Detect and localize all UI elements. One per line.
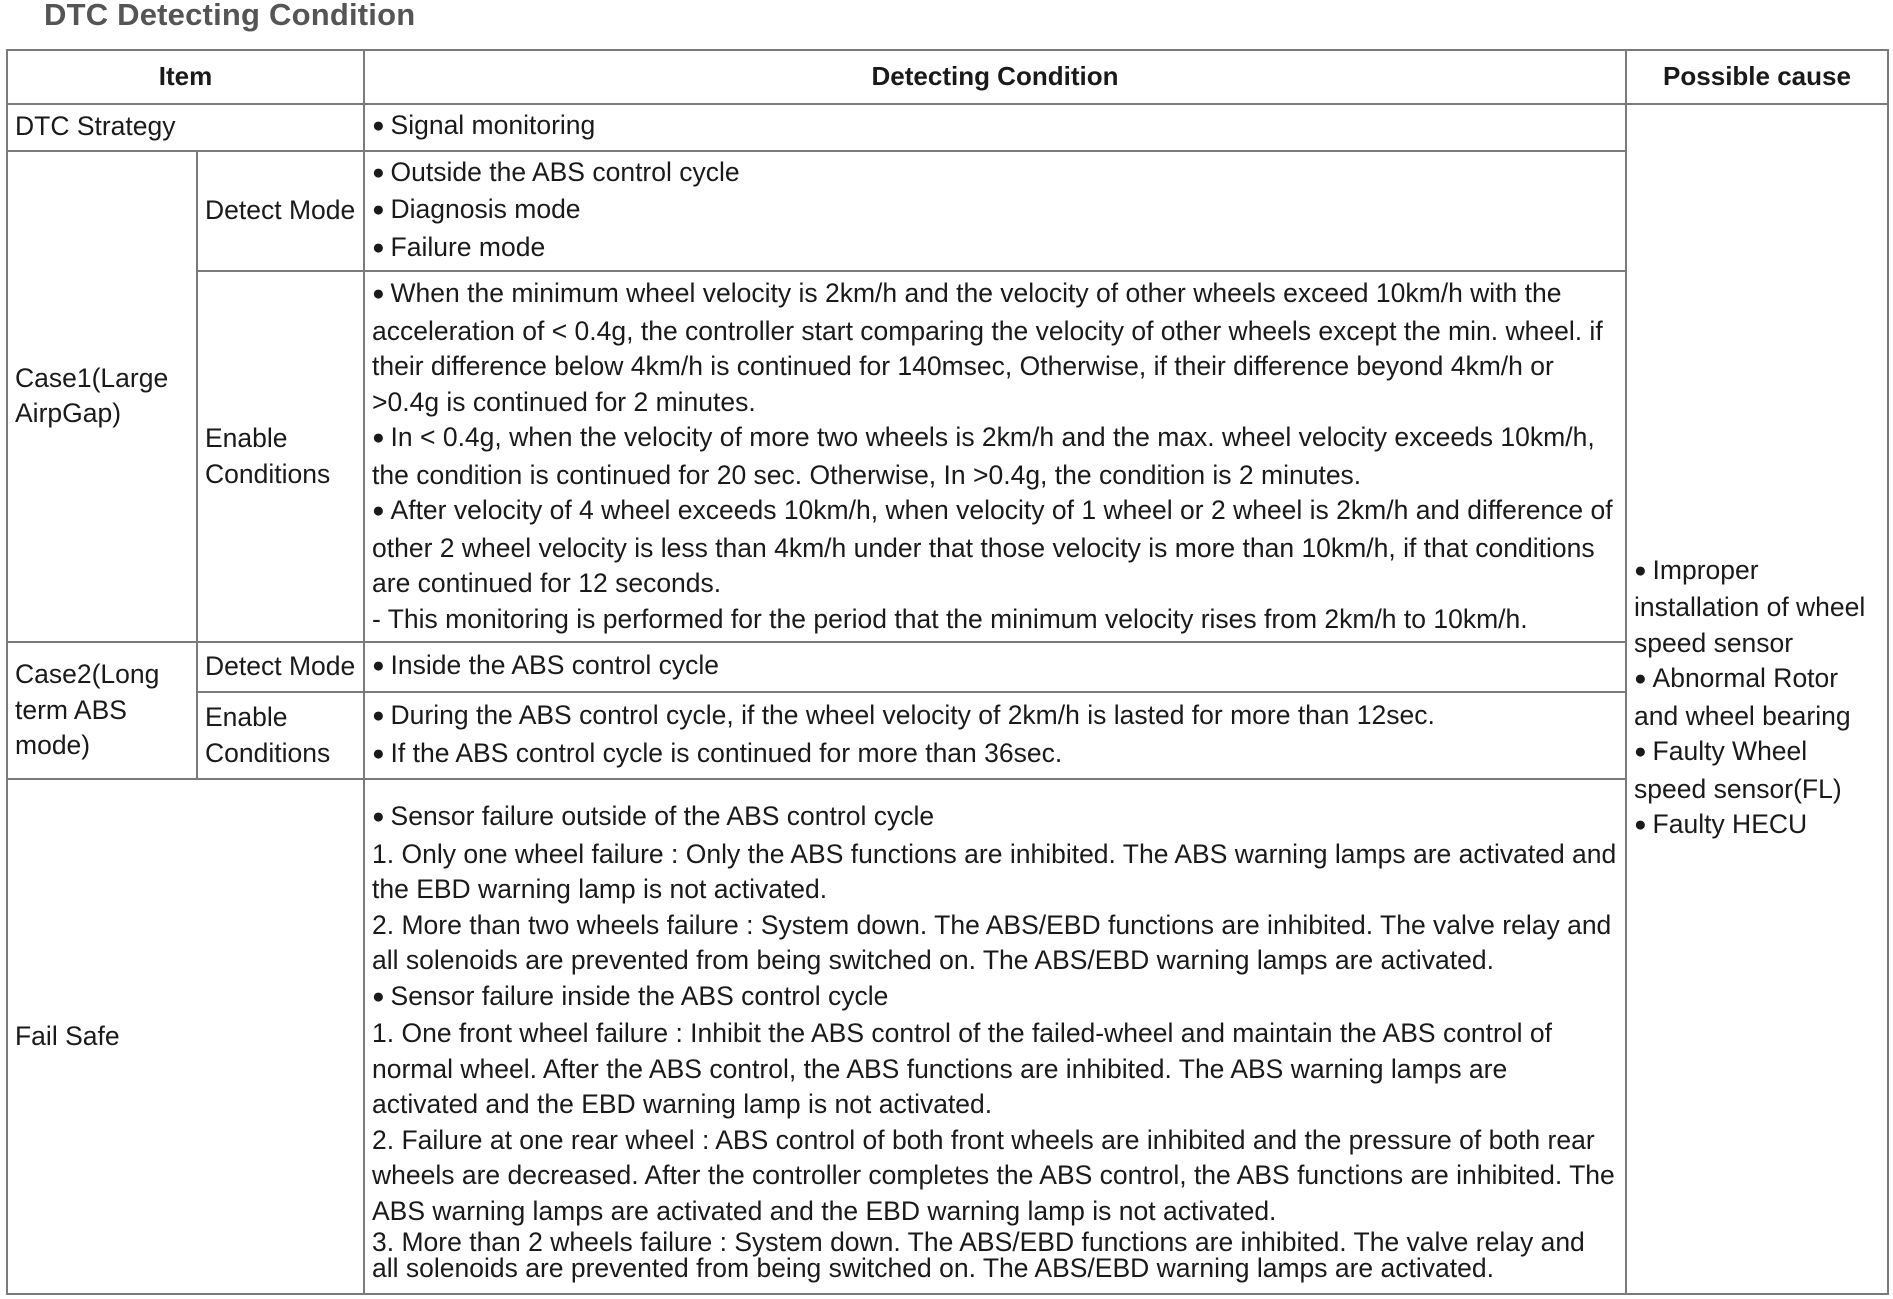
possible-cause-item: ● Improper installation of wheel speed sensor (1634, 553, 1880, 662)
list-item: ● If the ABS control cycle is continued for more than 36sec. (372, 736, 1618, 774)
list-item: ● Sensor failure outside of the ABS control cycle (372, 799, 1618, 837)
case1-label: Case1(Large AirpGap) (7, 151, 197, 643)
case2-detect-mode-condition (364, 642, 1626, 692)
list-item: ● In < 0.4g, when the velocity of more two wheels is 2km/h and the max. wheel velocity exceeds 10km/h, the condition is continued for 20 sec. Otherwise, In >0.4g, the condition is 2 minutes. (372, 420, 1618, 493)
dtc-strategy-label: DTC Strategy (7, 104, 364, 151)
table-header-row (7, 50, 1888, 104)
case1-enable-conditions-label: Enable Conditions (197, 271, 364, 642)
fail-safe-label: Fail Safe (7, 779, 364, 1294)
list-item: ● Outside the ABS control cycle (372, 155, 1618, 193)
header-detecting-condition: Detecting Condition (364, 50, 1626, 104)
case2-label: Case2(Long term ABS mode) (7, 642, 197, 779)
table-row-dtc-strategy (7, 104, 1888, 151)
list-item: ● Failure mode (372, 230, 1618, 268)
table-row-case2-enable (7, 692, 1888, 779)
possible-cause-cell (1626, 104, 1888, 1295)
dtc-strategy-condition (364, 104, 1626, 151)
list-item: ● Inside the ABS control cycle (372, 648, 1618, 686)
list-item: 2. More than two wheels failure : System down. The ABS/EBD functions are inhibited. The valve relay and all solenoids are prevented from being switched on. The ABS/EBD warning lamps are activated. (372, 909, 1612, 975)
case2-enable-conditions (364, 692, 1626, 779)
possible-cause-item: ● Faulty HECU (1634, 807, 1880, 845)
list-item: ● Sensor failure inside the ABS control cycle (372, 979, 1618, 1017)
table-row-case1-enable (7, 271, 1888, 642)
possible-cause-item: ● Abnormal Rotor and wheel bearing (1634, 661, 1880, 734)
list-item: - This monitoring is performed for the period that the minimum velocity rises from 2km/h to 10km/h. (372, 603, 1528, 634)
list-item: 3. More than 2 wheels failure : System down. The ABS/EBD functions are inhibited. The valve relay and all solenoids are prevented from being switched on. The ABS/EBD warning lamps are activated. (372, 1227, 1585, 1283)
page-title: DTC Detecting Condition (44, 0, 416, 32)
list-item: ● Signal monitoring (372, 108, 1618, 146)
list-item: ● Diagnosis mode (372, 192, 1618, 230)
table-row-case1-detect (7, 151, 1888, 272)
case2-enable-conditions-label: Enable Conditions (197, 692, 364, 779)
list-item: 2. Failure at one rear wheel : ABS control of both front wheels are inhibited and the pressure of both rear wheels are decreased. After the controller completes the ABS control, the ABS functions are inhibited. The ABS warning lamps are activated and the EBD warning lamp is not activated. (372, 1124, 1615, 1226)
case2-detect-mode-label: Detect Mode (197, 642, 364, 692)
fail-safe-conditions (364, 779, 1626, 1294)
list-item: ● When the minimum wheel velocity is 2km/h and the velocity of other wheels exceed 10km/h with the acceleration of < 0.4g, the controller start comparing the velocity of other wheels except the min. wheel. if their difference below 4km/h is continued for 140msec, Otherwise, if their difference beyond 4km/h or >0.4g is continued for 2 minutes. (372, 276, 1618, 420)
list-item: ● After velocity of 4 wheel exceeds 10km/h, when velocity of 1 wheel or 2 wheel is 2km/h and difference of other 2 wheel velocity is less than 4km/h under that those velocity is more than 10km/h, if that conditions are continued for 12 seconds. (372, 493, 1618, 602)
list-item: 1. One front wheel failure : Inhibit the ABS control of the failed-wheel and maintain the ABS control of normal wheel. After the ABS control, the ABS functions are inhibited. The ABS warning lamps are activated and the EBD warning lamp is not activated. (372, 1018, 1552, 1119)
header-possible-cause: Possible cause (1626, 50, 1888, 104)
list-item: ● During the ABS control cycle, if the wheel velocity of 2km/h is lasted for more than 12sec. (372, 698, 1618, 736)
case1-enable-conditions (364, 271, 1626, 642)
table-row-case2-detect (7, 642, 1888, 692)
case1-detect-mode-label: Detect Mode (197, 151, 364, 272)
case1-detect-mode-condition (364, 151, 1626, 272)
possible-cause-item: ● Faulty Wheel speed sensor(FL) (1634, 734, 1880, 807)
dtc-condition-table (6, 49, 1889, 1295)
table-row-fail-safe (7, 779, 1888, 1294)
header-item: Item (7, 50, 364, 104)
list-item: 1. Only one wheel failure : Only the ABS functions are inhibited. The ABS warning lamps are activated and the EBD warning lamp is not activated. (372, 838, 1617, 904)
